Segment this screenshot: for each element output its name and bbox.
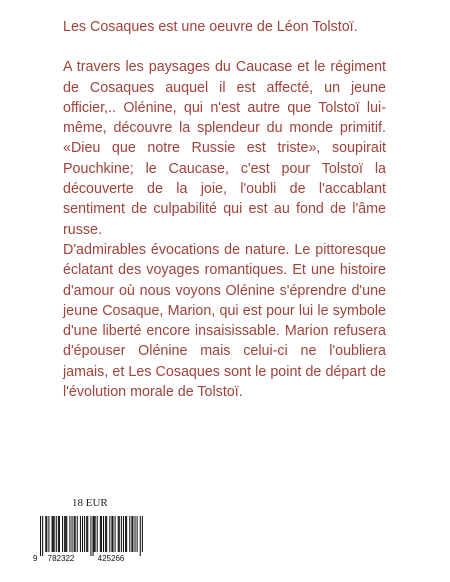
barcode-bar <box>62 516 63 552</box>
barcode-bar <box>64 516 65 552</box>
isbn-barcode <box>31 515 148 563</box>
barcode-bar <box>86 516 87 552</box>
barcode-bar <box>140 516 141 556</box>
barcode-bar <box>56 516 57 552</box>
barcode-bar <box>59 516 60 552</box>
barcode-bar <box>75 516 76 552</box>
barcode-bar <box>72 516 73 552</box>
barcode-bar <box>111 516 112 552</box>
blurb-paragraph-2: D'admirables évocations de nature. Le pittoresque éclatant des voyages romantiques. Et une histoire d'amour où nous voyons Olénine s'éprendre d'une jeune Cosaque, Marion, qui est pour lui le symbole d'une liberté encore insaisissable. Marion refusera d'épouser Olénine mais celui-ci ne l'oubliera jamais, et Les Cosaques sont le point de départ de l'évolution morale de Tolstoï. <box>63 241 386 401</box>
barcode-bar <box>129 516 130 552</box>
barcode-bar <box>103 516 104 552</box>
barcode-bar <box>82 516 83 552</box>
barcode-bar <box>42 516 43 556</box>
barcode-bar <box>97 516 98 552</box>
barcode-bar <box>137 516 138 552</box>
barcode-bar <box>112 516 113 552</box>
barcode-bar <box>94 516 95 552</box>
barcode-bar <box>142 516 143 552</box>
barcode-left-group: 782322 <box>47 554 75 563</box>
intro-line: Les Cosaques est une oeuvre de Léon Tolstoï. <box>63 19 358 35</box>
barcode-bar <box>74 516 75 552</box>
barcode-bar <box>123 516 124 552</box>
barcode-bar <box>119 516 120 552</box>
barcode-bar <box>58 516 59 552</box>
barcode-bar <box>100 516 101 552</box>
blurb-text <box>63 17 386 402</box>
barcode-bar <box>115 516 116 552</box>
barcode-bar <box>52 516 53 552</box>
blurb-paragraph-1: A travers les paysages du Caucase et le régiment de Cosaques auquel il est affecté, un jeune officier,.. Olénine, qui n'est autre que Tolstoï lui-même, découvre la splendeur du monde primitif. «Dieu que notre Russie est triste», soupirait Pouchkine; le Caucase, c'est pour Tolstoï la découverte de la joie, l'oubli de l'accablant sentiment de culpabilité qui est au fond de l'âme russe. <box>63 59 386 238</box>
barcode-bar <box>109 516 110 552</box>
barcode-bar <box>69 516 70 552</box>
barcode-bar <box>135 516 136 552</box>
barcode-bar <box>121 516 122 552</box>
barcode-bar <box>131 516 132 552</box>
barcode-bar <box>95 516 96 552</box>
barcode-bar <box>48 516 49 552</box>
barcode-bar <box>106 516 107 552</box>
barcode-bar <box>84 516 85 552</box>
barcode-bar <box>101 516 102 552</box>
barcode-bar <box>93 516 94 556</box>
barcode-bar <box>65 516 66 552</box>
barcode-bar <box>132 516 133 552</box>
barcode-bar <box>105 516 106 552</box>
barcode-bar <box>46 516 47 552</box>
barcode-bar <box>80 516 81 552</box>
barcode-bar <box>77 516 78 552</box>
barcode-bar <box>126 516 127 552</box>
barcode-bar <box>40 516 41 556</box>
barcode-graphic <box>31 515 148 563</box>
barcode-bar <box>45 516 46 552</box>
barcode-bar <box>125 516 126 552</box>
barcode-bar <box>66 516 67 552</box>
barcode-lead-digit: 9 <box>33 554 38 563</box>
barcode-bar <box>54 516 55 552</box>
barcode-bar <box>118 516 119 552</box>
barcode-bar <box>53 516 54 552</box>
barcode-right-group: 425266 <box>97 554 125 563</box>
barcode-bar <box>87 516 88 552</box>
price-label: 18 EUR <box>72 497 108 509</box>
barcode-bar <box>90 516 91 556</box>
